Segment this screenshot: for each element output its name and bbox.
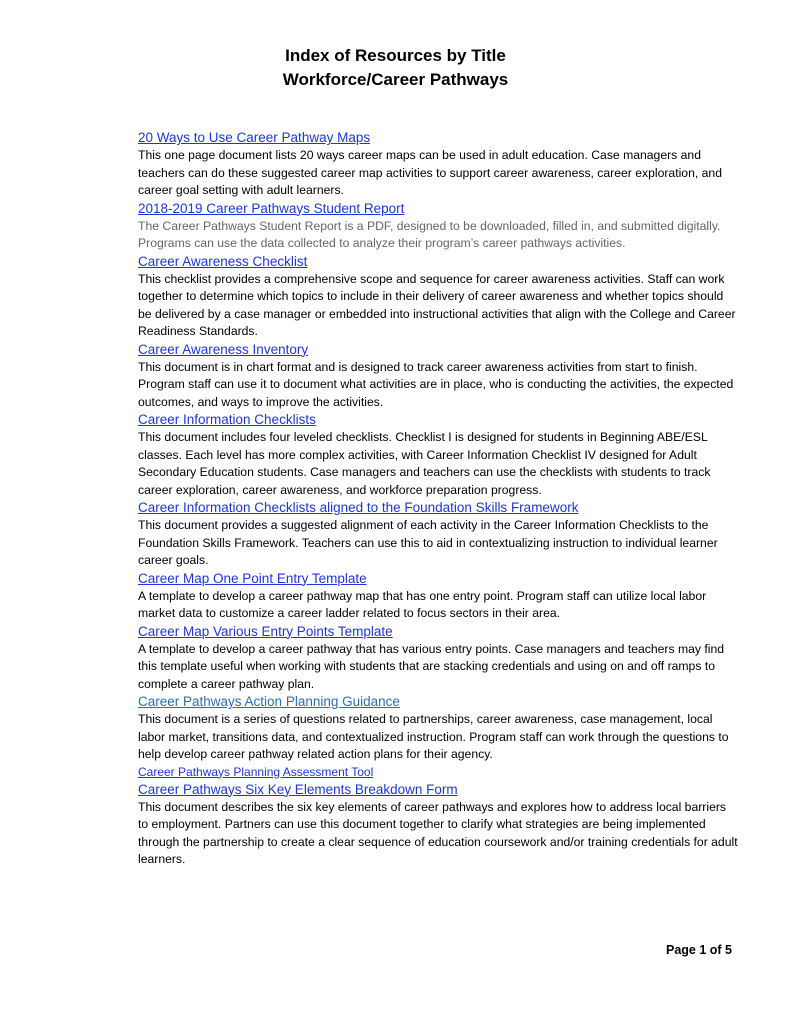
- resource-link[interactable]: Career Map One Point Entry Template: [138, 570, 367, 586]
- resource-link[interactable]: Career Information Checklists aligned to the Foundation Skills Framework: [138, 500, 579, 515]
- resource-link[interactable]: Career Awareness Inventory: [138, 341, 309, 357]
- resource-link[interactable]: Career Pathways Six Key Elements Breakdown Form: [138, 781, 458, 797]
- resource-description: This one page document lists 20 ways career maps can be used in adult education. Case managers and teachers can do these suggested career map activities to support career awareness, career exploration, and career goal setting with adult learners.: [138, 148, 722, 197]
- resource-entry: [138, 570, 738, 623]
- resource-entry: [138, 781, 738, 869]
- page-subtitle: Workforce/Career Pathways: [282, 70, 509, 89]
- resource-description: This checklist provides a comprehensive scope and sequence for career awareness activities. Staff can work together to determine which topics to include in their delivery of career awareness and whether topics should be delivered by a case manager or embedded into instructional activities that align with the College and Career Readiness Standards.: [138, 271, 736, 338]
- resource-description: A template to develop a career pathway that has various entry points. Case managers and teachers may find this template useful when working with students that are stacking credentials and using on and off ramps to complete a career pathway plan.: [138, 641, 725, 691]
- page-number: Page 1 of 5: [666, 943, 732, 957]
- resource-entry: [138, 499, 738, 570]
- resource-description: This document is a series of questions related to partnerships, career awareness, case management, local labor market, transitions data, and contextualized instruction. Program staff can work through the questions to help develop career pathway related action plans for their agency.: [138, 712, 729, 761]
- resource-description: This document describes the six key elements of career pathways and explores how to address local barriers to employment. Partners can use this document together to clarify what strategies are being implemented through the partnership to create a clear sequence of education coursework and/or training credentials for adult learners.: [138, 799, 738, 866]
- resource-entry: [138, 129, 738, 200]
- resource-link[interactable]: 20 Ways to Use Career Pathway Maps: [138, 130, 371, 145]
- resource-link[interactable]: Career Information Checklists: [138, 412, 316, 427]
- resource-link[interactable]: Career Awareness Checklist: [138, 253, 308, 269]
- resource-description: The Career Pathways Student Report is a PDF, designed to be downloaded, filled in, and submitted digitally. Programs can use the data collected to analyze their program’s career pathways activities.: [138, 218, 721, 250]
- resource-link[interactable]: Career Map Various Entry Points Template: [138, 623, 393, 639]
- resource-entry: [138, 623, 738, 694]
- resource-description: A template to develop a career pathway map that has one entry point. Program staff can utilize local labor market data to customize a career ladder related to focus sectors in their area.: [138, 588, 707, 620]
- resource-entry: [138, 411, 738, 499]
- resource-link[interactable]: Career Pathways Planning Assessment Tool: [138, 764, 374, 779]
- resource-entry: [138, 693, 738, 764]
- resource-description: This document provides a suggested alignment of each activity in the Career Information Checklists to the Foundation Skills Framework. Teachers can use this to aid in contextualizing instruction to individual learner career goals.: [138, 518, 718, 567]
- resource-index: [138, 129, 738, 869]
- page-title: Index of Resources by Title: [285, 46, 506, 65]
- resource-link[interactable]: 2018-2019 Career Pathways Student Report: [138, 200, 405, 216]
- resource-link[interactable]: Career Pathways Action Planning Guidance: [138, 694, 400, 709]
- resource-entry: [138, 253, 738, 341]
- resource-entry: [138, 200, 738, 253]
- resource-entry: [138, 764, 738, 781]
- page-header: [0, 44, 791, 92]
- resource-description: This document includes four leveled checklists. Checklist I is designed for students in Beginning ABE/ESL classes. Each level has more complex activities, with Career Information Checklist IV designed for Adult Secondary Education students. Case managers and teachers can use the checklists with students to track career exploration, career awareness, and workforce preparation progress.: [138, 430, 711, 497]
- resource-description: This document is in chart format and is designed to track career awareness activities from start to finish. Program staff can use it to document what activities are in place, who is conducting the activities, the expected outcomes, and ways to improve the activities.: [138, 359, 734, 409]
- resource-entry: [138, 341, 738, 412]
